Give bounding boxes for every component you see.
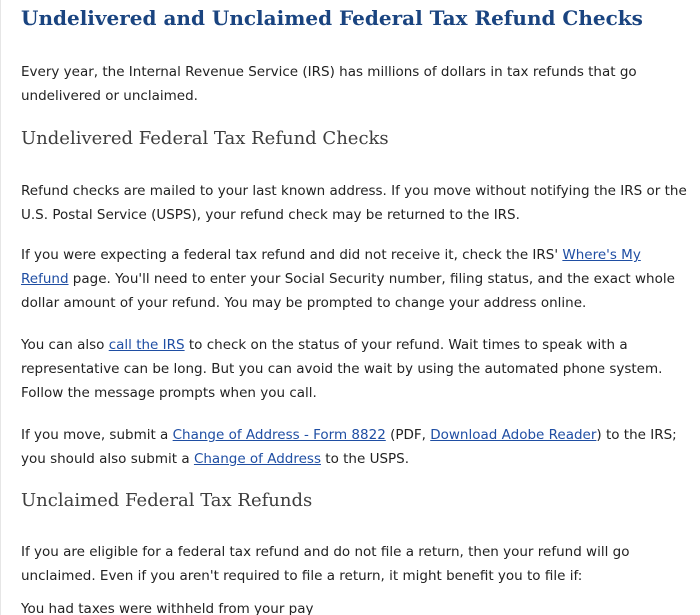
unclaimed-paragraph-1: If you are eligible for a federal tax refund and do not file a return, then your refund will go unclaimed. Even if you aren't required to file a return, it might benefit you to file if:	[21, 544, 630, 584]
text-span: If you were expecting a federal tax refund and did not receive it, check the IRS'	[21, 247, 563, 263]
change-of-address-form-8822-link[interactable]: Change of Address - Form 8822	[172, 427, 386, 443]
text-span: to the USPS.	[320, 451, 410, 467]
undelivered-paragraph-2	[21, 243, 689, 315]
section-heading-unclaimed: Unclaimed Federal Tax Refunds	[21, 490, 313, 511]
cut-off-list-item: You had taxes were withheld from your pay	[21, 603, 314, 615]
call-the-irs-link[interactable]: call the IRS	[108, 337, 185, 353]
wheres-my-refund-link[interactable]: Where's My Refund	[21, 247, 641, 287]
text-span: ) to the IRS; you should also submit a	[21, 427, 677, 467]
download-adobe-reader-link[interactable]: Download Adobe Reader	[430, 427, 597, 443]
section-heading-undelivered: Undelivered Federal Tax Refund Checks	[21, 128, 389, 149]
change-of-address-usps-link[interactable]: Change of Address	[193, 451, 321, 467]
text-span: to check on the status of your refund. Wait times to speak with a representative can be long. But you can avoid the wait by using the automated phone system. Follow the message prompts when you call.	[21, 337, 663, 401]
left-border	[0, 0, 1, 615]
page-title: Undelivered and Unclaimed Federal Tax Refund Checks	[21, 6, 643, 30]
text-span: You can also	[21, 337, 109, 353]
text-span: (PDF,	[385, 427, 431, 443]
text-span: If you move, submit a	[21, 427, 173, 443]
undelivered-paragraph-3	[21, 333, 689, 405]
undelivered-paragraph-1: Refund checks are mailed to your last known address. If you move without notifying the IRS or the U.S. Postal Service (USPS), your refund check may be returned to the IRS.	[21, 183, 687, 223]
intro-paragraph: Every year, the Internal Revenue Service (IRS) has millions of dollars in tax refunds that go undelivered or unclaimed.	[21, 64, 637, 104]
undelivered-paragraph-4	[21, 423, 689, 471]
cut-off-list-item-container	[21, 603, 689, 615]
text-span: page. You'll need to enter your Social Security number, filing status, and the exact whole dollar amount of your refund. You may be prompted to change your address online.	[21, 271, 675, 311]
